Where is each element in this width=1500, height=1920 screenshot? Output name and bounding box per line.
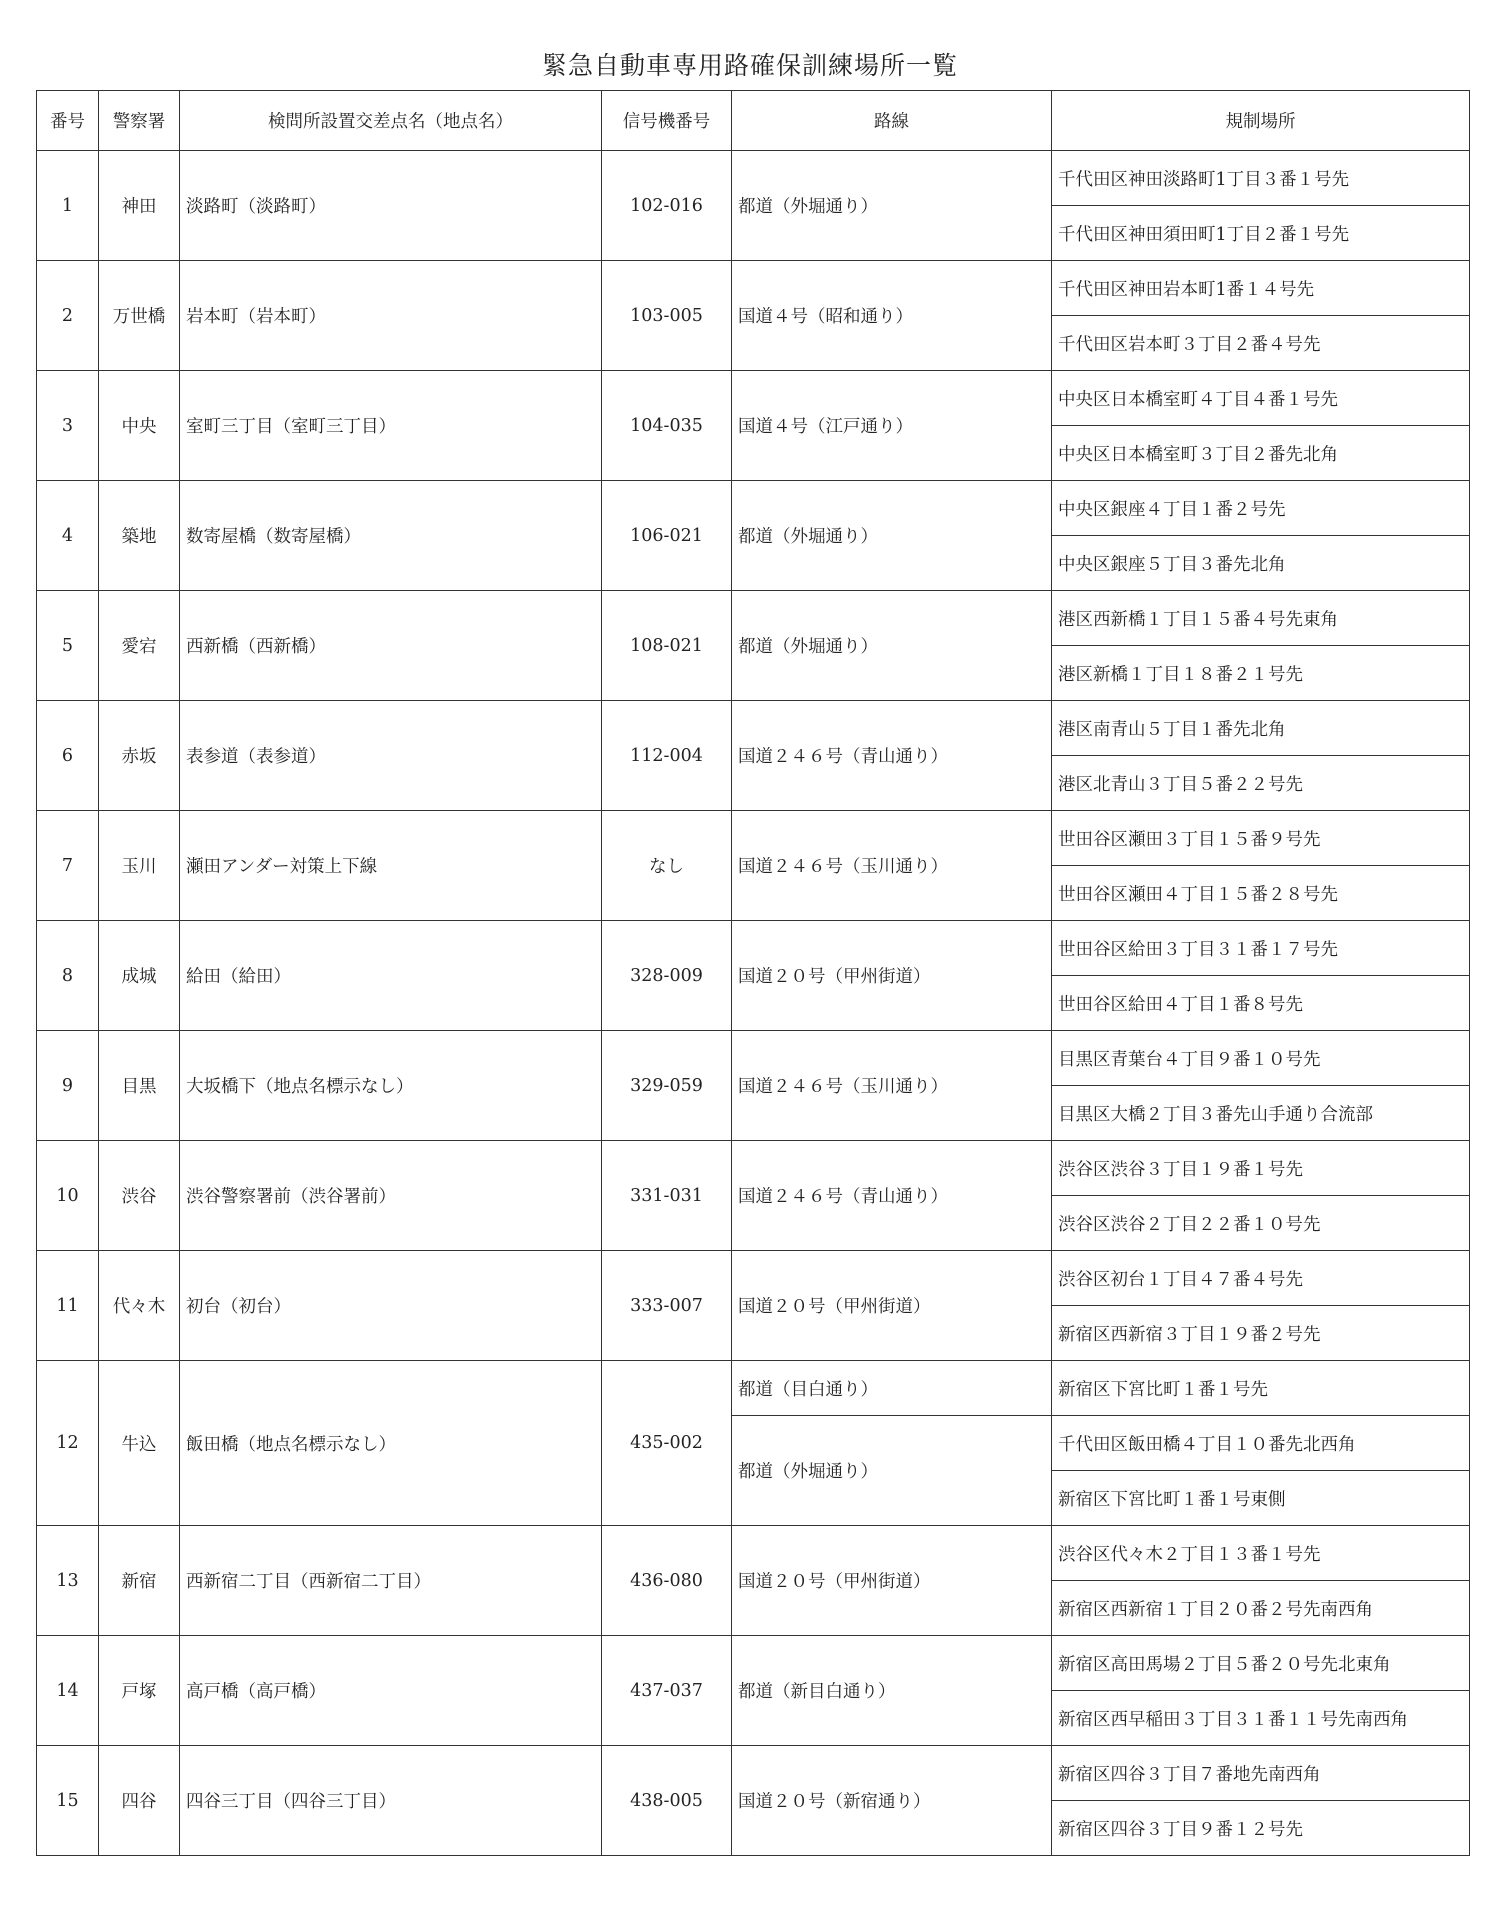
checkpoint-intersection: 給田（給田） xyxy=(180,921,602,1031)
regulated-place: 渋谷区渋谷２丁目２２番１０号先 xyxy=(1052,1196,1470,1251)
checkpoint-intersection: 表参道（表参道） xyxy=(180,701,602,811)
regulated-place: 世田谷区給田３丁目３１番１７号先 xyxy=(1052,921,1470,976)
row-number: 10 xyxy=(37,1141,99,1251)
header-police-station: 警察署 xyxy=(99,91,180,151)
police-station: 築地 xyxy=(99,481,180,591)
regulated-place: 世田谷区瀬田３丁目１５番９号先 xyxy=(1052,811,1470,866)
police-station: 中央 xyxy=(99,371,180,481)
route-name: 国道２４６号（青山通り） xyxy=(732,1141,1052,1251)
row-number: 12 xyxy=(37,1361,99,1526)
checkpoint-intersection: 室町三丁目（室町三丁目） xyxy=(180,371,602,481)
row-number: 15 xyxy=(37,1746,99,1856)
row-number: 8 xyxy=(37,921,99,1031)
row-number: 13 xyxy=(37,1526,99,1636)
regulated-place: 千代田区神田淡路町1丁目３番１号先 xyxy=(1052,151,1470,206)
table-row xyxy=(37,1636,1470,1691)
regulated-place: 中央区日本橋室町３丁目２番先北角 xyxy=(1052,426,1470,481)
table-body xyxy=(37,151,1470,1856)
table-row xyxy=(37,811,1470,866)
header-signal-number: 信号機番号 xyxy=(602,91,732,151)
signal-number: 106-021 xyxy=(602,481,732,591)
police-station: 戸塚 xyxy=(99,1636,180,1746)
regulated-place: 新宿区四谷３丁目７番地先南西角 xyxy=(1052,1746,1470,1801)
police-station: 神田 xyxy=(99,151,180,261)
table-row xyxy=(37,371,1470,426)
signal-number: 108-021 xyxy=(602,591,732,701)
signal-number: 333-007 xyxy=(602,1251,732,1361)
police-station: 新宿 xyxy=(99,1526,180,1636)
police-station: 目黒 xyxy=(99,1031,180,1141)
route-name: 国道２０号（甲州街道） xyxy=(732,1526,1052,1636)
signal-number: 104-035 xyxy=(602,371,732,481)
row-number: 5 xyxy=(37,591,99,701)
police-station: 愛宕 xyxy=(99,591,180,701)
table-row xyxy=(37,1361,1470,1416)
route-name: 国道２４６号（青山通り） xyxy=(732,701,1052,811)
regulated-place: 港区北青山３丁目５番２２号先 xyxy=(1052,756,1470,811)
checkpoint-intersection: 高戸橋（高戸橋） xyxy=(180,1636,602,1746)
regulated-place: 千代田区飯田橋４丁目１０番先北西角 xyxy=(1052,1416,1470,1471)
regulated-place: 中央区日本橋室町４丁目４番１号先 xyxy=(1052,371,1470,426)
checkpoint-intersection: 四谷三丁目（四谷三丁目） xyxy=(180,1746,602,1856)
route-name: 国道２４６号（玉川通り） xyxy=(732,1031,1052,1141)
route-name: 都道（目白通り） xyxy=(732,1361,1052,1416)
row-number: 4 xyxy=(37,481,99,591)
checkpoint-intersection: 瀬田アンダー対策上下線 xyxy=(180,811,602,921)
regulated-place: 世田谷区給田４丁目１番８号先 xyxy=(1052,976,1470,1031)
signal-number: 435-002 xyxy=(602,1361,732,1526)
regulated-place: 中央区銀座４丁目１番２号先 xyxy=(1052,481,1470,536)
row-number: 14 xyxy=(37,1636,99,1746)
page-title: 緊急自動車専用路確保訓練場所一覧 xyxy=(541,51,958,80)
route-name: 都道（外堀通り） xyxy=(732,481,1052,591)
route-name: 国道２０号（新宿通り） xyxy=(732,1746,1052,1856)
checkpoint-intersection: 岩本町（岩本町） xyxy=(180,261,602,371)
signal-number: 112-004 xyxy=(602,701,732,811)
row-number: 9 xyxy=(37,1031,99,1141)
police-station: 代々木 xyxy=(99,1251,180,1361)
regulated-place: 新宿区下宮比町１番１号東側 xyxy=(1052,1471,1470,1526)
police-station: 万世橋 xyxy=(99,261,180,371)
route-name: 都道（外堀通り） xyxy=(732,1416,1052,1526)
regulated-place: 渋谷区初台１丁目４７番４号先 xyxy=(1052,1251,1470,1306)
table-row xyxy=(37,481,1470,536)
checkpoint-intersection: 淡路町（淡路町） xyxy=(180,151,602,261)
row-number: 7 xyxy=(37,811,99,921)
table-row xyxy=(37,151,1470,206)
signal-number: 102-016 xyxy=(602,151,732,261)
route-name: 都道（新目白通り） xyxy=(732,1636,1052,1746)
regulated-place: 港区西新橋１丁目１５番４号先東角 xyxy=(1052,591,1470,646)
checkpoint-intersection: 渋谷警察署前（渋谷署前） xyxy=(180,1141,602,1251)
signal-number: なし xyxy=(602,811,732,921)
route-name: 都道（外堀通り） xyxy=(732,151,1052,261)
regulated-place: 目黒区大橋２丁目３番先山手通り合流部 xyxy=(1052,1086,1470,1141)
row-number: 11 xyxy=(37,1251,99,1361)
checkpoint-intersection: 西新宿二丁目（西新宿二丁目） xyxy=(180,1526,602,1636)
checkpoint-intersection: 大坂橋下（地点名標示なし） xyxy=(180,1031,602,1141)
regulated-place: 港区新橋１丁目１８番２１号先 xyxy=(1052,646,1470,701)
checkpoint-intersection: 飯田橋（地点名標示なし） xyxy=(180,1361,602,1526)
signal-number: 437-037 xyxy=(602,1636,732,1746)
signal-number: 436-080 xyxy=(602,1526,732,1636)
regulated-place: 千代田区神田須田町1丁目２番１号先 xyxy=(1052,206,1470,261)
route-name: 国道４号（江戸通り） xyxy=(732,371,1052,481)
header-number: 番号 xyxy=(37,91,99,151)
regulated-place: 新宿区下宮比町１番１号先 xyxy=(1052,1361,1470,1416)
police-station: 玉川 xyxy=(99,811,180,921)
header-checkpoint-intersection: 検問所設置交差点名（地点名） xyxy=(180,91,602,151)
table-row xyxy=(37,1141,1470,1196)
regulated-place: 中央区銀座５丁目３番先北角 xyxy=(1052,536,1470,591)
regulated-place: 新宿区四谷３丁目９番１２号先 xyxy=(1052,1801,1470,1856)
table-row xyxy=(37,1031,1470,1086)
table-row xyxy=(37,1251,1470,1306)
header-regulated-place: 規制場所 xyxy=(1052,91,1470,151)
signal-number: 103-005 xyxy=(602,261,732,371)
signal-number: 331-031 xyxy=(602,1141,732,1251)
signal-number: 329-059 xyxy=(602,1031,732,1141)
route-name: 国道２４６号（玉川通り） xyxy=(732,811,1052,921)
police-station: 四谷 xyxy=(99,1746,180,1856)
regulated-place: 目黒区青葉台４丁目９番１０号先 xyxy=(1052,1031,1470,1086)
police-station: 渋谷 xyxy=(99,1141,180,1251)
regulated-place: 新宿区西早稲田３丁目３１番１１号先南西角 xyxy=(1052,1691,1470,1746)
table-row xyxy=(37,921,1470,976)
police-station: 赤坂 xyxy=(99,701,180,811)
checkpoint-intersection: 初台（初台） xyxy=(180,1251,602,1361)
table-row xyxy=(37,261,1470,316)
table-row xyxy=(37,701,1470,756)
table-row xyxy=(37,1526,1470,1581)
route-name: 国道２０号（甲州街道） xyxy=(732,921,1052,1031)
regulated-place: 港区南青山５丁目１番先北角 xyxy=(1052,701,1470,756)
row-number: 3 xyxy=(37,371,99,481)
checkpoint-intersection: 数寄屋橋（数寄屋橋） xyxy=(180,481,602,591)
regulated-place: 新宿区高田馬場２丁目５番２０号先北東角 xyxy=(1052,1636,1470,1691)
table-row xyxy=(37,591,1470,646)
table-header-row xyxy=(37,91,1470,151)
regulated-place: 新宿区西新宿３丁目１９番２号先 xyxy=(1052,1306,1470,1361)
row-number: 6 xyxy=(37,701,99,811)
row-number: 1 xyxy=(37,151,99,261)
signal-number: 438-005 xyxy=(602,1746,732,1856)
signal-number: 328-009 xyxy=(602,921,732,1031)
regulated-place: 渋谷区渋谷３丁目１９番１号先 xyxy=(1052,1141,1470,1196)
regulated-place: 新宿区西新宿１丁目２０番２号先南西角 xyxy=(1052,1581,1470,1636)
regulated-place: 千代田区神田岩本町1番１４号先 xyxy=(1052,261,1470,316)
route-name: 都道（外堀通り） xyxy=(732,591,1052,701)
training-locations-table xyxy=(36,90,1470,1856)
police-station: 成城 xyxy=(99,921,180,1031)
police-station: 牛込 xyxy=(99,1361,180,1526)
route-name: 国道２０号（甲州街道） xyxy=(732,1251,1052,1361)
regulated-place: 世田谷区瀬田４丁目１５番２８号先 xyxy=(1052,866,1470,921)
table-row xyxy=(37,1746,1470,1801)
header-route: 路線 xyxy=(732,91,1052,151)
checkpoint-intersection: 西新橋（西新橋） xyxy=(180,591,602,701)
regulated-place: 渋谷区代々木２丁目１３番１号先 xyxy=(1052,1526,1470,1581)
row-number: 2 xyxy=(37,261,99,371)
route-name: 国道４号（昭和通り） xyxy=(732,261,1052,371)
regulated-place: 千代田区岩本町３丁目２番４号先 xyxy=(1052,316,1470,371)
